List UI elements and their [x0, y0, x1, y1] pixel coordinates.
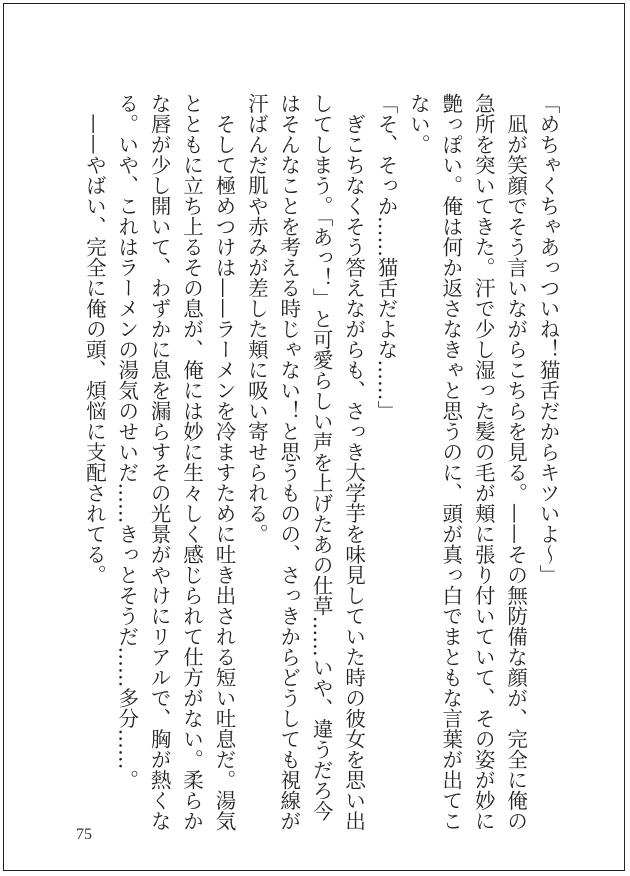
- text-line: はそんなことを考える時じゃない！と思うものの、さっきからどうしても視線が: [276, 93, 301, 831]
- text-line: してしまう。「あっ！」と可愛らしい声を上げたあの仕草……いや、違うだろ今: [309, 93, 334, 821]
- page-number: 75: [76, 826, 92, 843]
- text-line: ぎこちなくそう答えながらも、さっき大学芋を味見していた時の彼女を思い出: [341, 93, 366, 831]
- text-line: 凪が笑顔でそう言いながらこちらを見る。——その無防備な顔が、完全に俺の: [503, 93, 528, 831]
- text-line: る。いや、これはラーメンの湯気のせいだ……きっとそうだ……多分……。: [114, 93, 139, 790]
- text-line: ない。: [406, 93, 431, 155]
- text-line: とともに立ち上るその息が、俺には妙に生々しく感じられて仕方がない。柔らか: [179, 93, 204, 831]
- text-line: 急所を突いてきた。汗で少し湿った髪の毛が頬に張り付いていて、その姿が妙に: [471, 93, 496, 831]
- text-line: 「めちゃくちゃあっついね！猫舌だからキツいよ〜」: [536, 93, 560, 585]
- text-line: 艶っぽい。俺は何か返さなきゃと思うのに、頭が真っ白でまともな言葉が出てこ: [438, 93, 463, 831]
- text-line: そして極めつけは——ラーメンを冷ますために吐き出される短い吐息だ。湯気: [211, 93, 236, 831]
- text-line: な唇が少し開いて、わずかに息を漏らすその光景がやけにリアルで、胸が熱くな: [147, 93, 172, 831]
- body-text: [78, 93, 564, 831]
- text-line: 汗ばんだ肌や赤みが差した頬に吸い寄せられる。: [244, 93, 269, 544]
- text-line: 「そ、そっか……猫舌だよな……」: [373, 93, 398, 421]
- text-line: ——やばい、完全に俺の頭、煩悩に支配されてる。: [82, 93, 107, 585]
